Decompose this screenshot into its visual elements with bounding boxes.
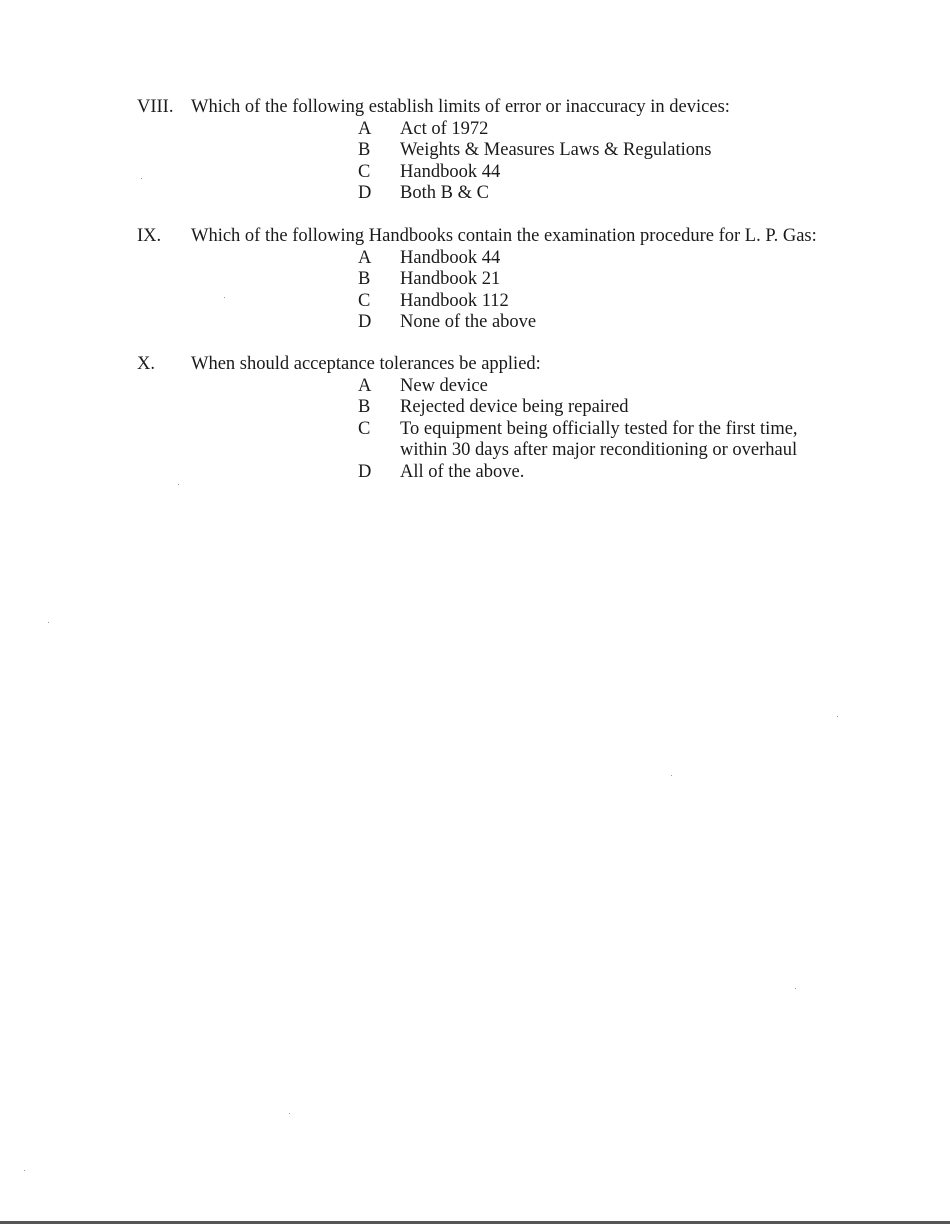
option-letter: C [358,161,371,182]
option-text: Handbook 112 [400,290,509,311]
option-letter: D [358,312,372,332]
option-b [0,397,950,419]
option-text: All of the above. [400,461,525,482]
option-b [0,269,950,291]
option-c [0,162,950,184]
option-letter: D [358,183,372,203]
option-text: Handbook 44 [400,247,501,268]
option-b [0,140,950,162]
option-letter: A [358,375,372,396]
option-text: None of the above [400,312,537,332]
option-text: Act of 1972 [400,118,489,139]
option-letter: A [358,247,372,268]
option-text: Weights & Measures Laws & Regulations [400,140,712,160]
option-list [0,248,950,334]
question-text: When should acceptance tolerances be applied: [191,354,541,374]
question-number: X. [137,354,155,374]
option-a [0,248,950,270]
option-d [0,462,950,484]
option-text: Both B & C [400,183,489,203]
option-letter: B [358,140,371,160]
option-text: To equipment being officially tested for the first time, within 30 days after major reconditioning or overhaul [400,418,798,460]
option-letter: B [358,397,371,417]
bottom-border-line [0,1221,950,1224]
question-text: Which of the following Handbooks contain the examination procedure for L. P. Gas: [191,226,817,246]
option-letter: C [358,290,371,311]
option-a [0,119,950,141]
option-letter: B [358,269,371,289]
option-list [0,376,950,484]
option-a [0,376,950,398]
option-text: Handbook 44 [400,161,501,182]
option-letter: A [358,118,372,139]
option-text: Handbook 21 [400,269,501,289]
option-letter: C [358,418,371,439]
option-text: Rejected device being repaired [400,397,629,417]
question-number: VIII. [137,97,174,117]
option-d [0,312,950,334]
option-text: New device [400,375,488,396]
option-d [0,183,950,205]
option-c [0,291,950,313]
option-letter: D [358,461,372,482]
option-list [0,119,950,205]
question-number: IX. [137,226,162,246]
question-text: Which of the following establish limits of error or inaccuracy in devices: [191,97,730,117]
option-c [0,419,950,462]
